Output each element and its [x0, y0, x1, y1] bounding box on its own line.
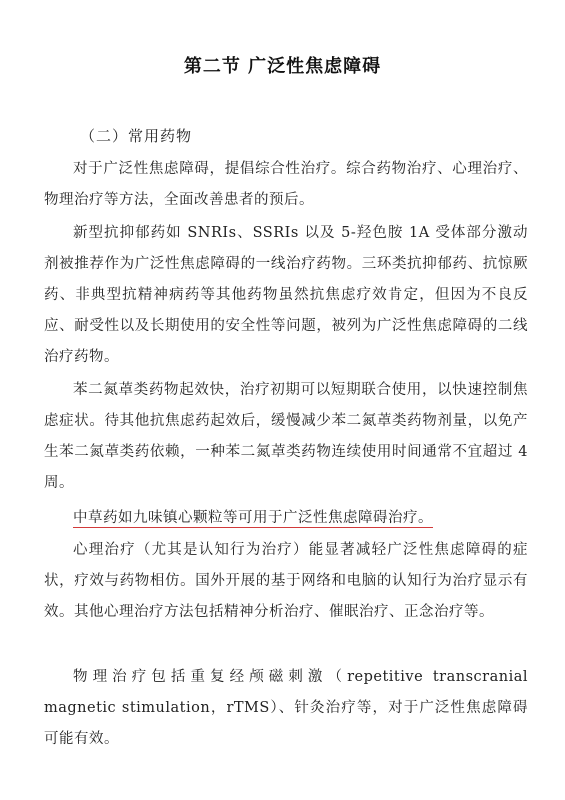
- paragraph-6: 物理治疗包括重复经颅磁刺激（repetitive transcranial magnetic stimulation，rTMS）、针灸治疗等，对于广泛性焦虑障碍可能有效。: [44, 669, 528, 747]
- paragraph-3: 苯二氮䓬类药物起效快，治疗初期可以短期联合使用，以快速控制焦虑症状。待其他抗焦虑药起效后，缓慢减少苯二氮䓬类药物剂量，以免产生苯二氮䓬类药依赖，一种苯二氮䓬类药物连续使用时间通常不宜超过 4 周。: [44, 382, 528, 491]
- page-title: 第二节 广泛性焦虑障碍: [183, 56, 382, 77]
- red-underline-text: 中草药如九味镇心颗粒等可用于广泛性焦虑障碍治疗。: [73, 510, 433, 526]
- paragraph-highlighted: [44, 503, 528, 534]
- paragraph-1: 对于广泛性焦虑障碍，提倡综合性治疗。综合药物治疗、心理治疗、物理治疗等方法，全面改善患者的预后。: [44, 161, 528, 208]
- section-heading: （二）常用药物: [80, 127, 193, 145]
- paragraph-5: 心理治疗（尤其是认知行为治疗）能显著减轻广泛性焦虑障碍的症状，疗效与药物相仿。国外开展的基于网络和电脑的认知行为治疗显示有效。其他心理治疗方法包括精神分析治疗、催眠治疗、正念治疗等。: [44, 542, 528, 620]
- paragraph-2: 新型抗抑郁药如 SNRIs、SSRIs 以及 5-羟色胺 1A 受体部分激动剂被推荐作为广泛性焦虑障碍的一线治疗药物。三环类抗抑郁药、抗惊厥药、非典型抗精神病药等其他药物虽然抗焦虑疗效肯定，但因为不良反应、耐受性以及长期使用的安全性等问题，被列为广泛性焦虑障碍的二线治疗药物。: [44, 225, 528, 365]
